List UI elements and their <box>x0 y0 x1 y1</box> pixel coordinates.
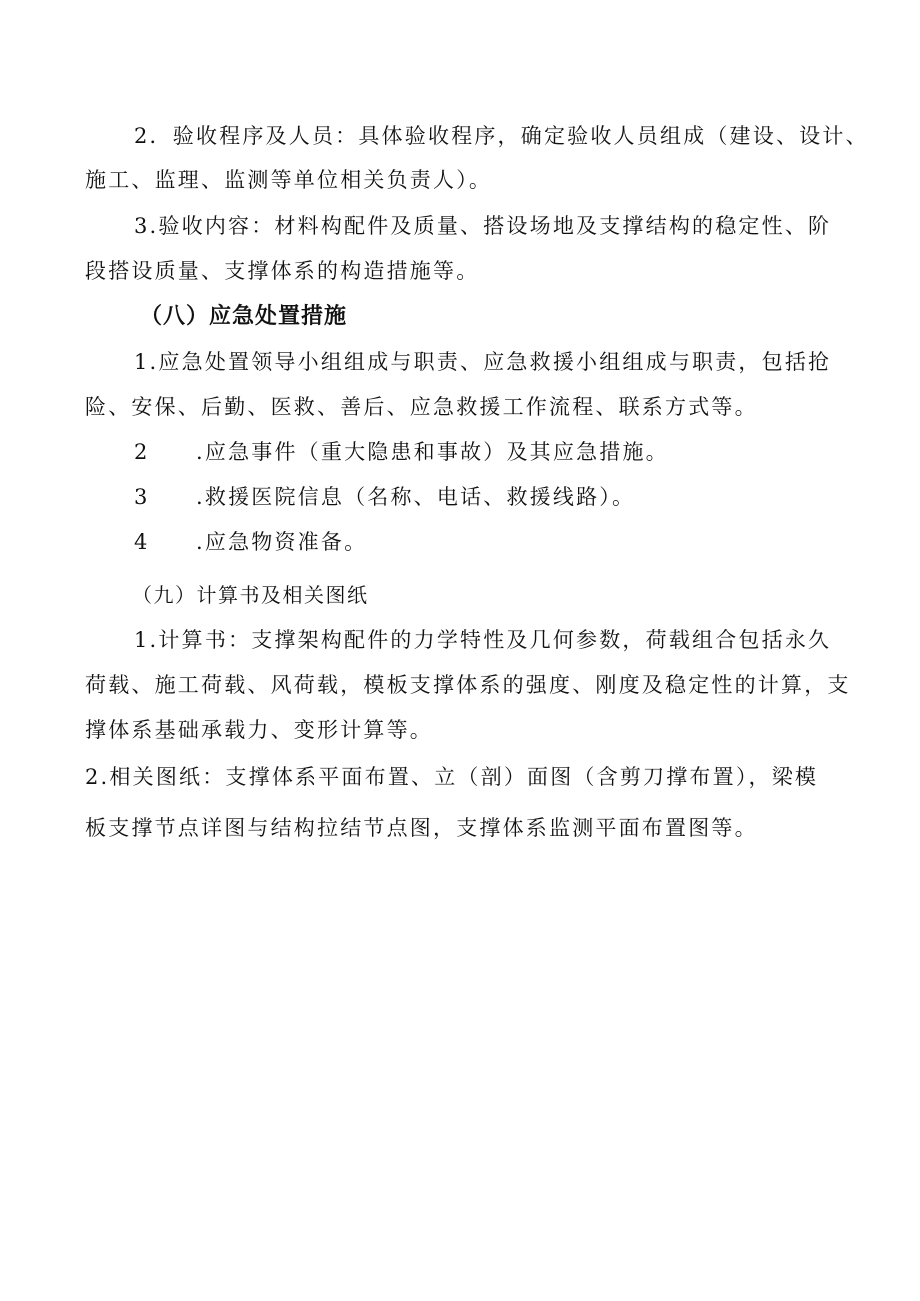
section-heading-calculation: （九）计算书及相关图纸 <box>132 583 369 607</box>
emergency-item-1-line-1: 1.应急处置领导小组组成与职责、应急救援小组组成与职责，包括抢 <box>134 350 832 374</box>
section-heading-emergency: （八）应急处置措施 <box>140 304 348 329</box>
acceptance-item-2-line-1: 2．验收程序及人员：具体验收程序，确定验收人员组成（建设、设计、 <box>134 124 869 148</box>
emergency-item-3-number: 3 <box>134 485 150 509</box>
emergency-item-4-text: .应急物资准备。 <box>196 530 368 554</box>
emergency-item-2-number: 2 <box>134 440 150 464</box>
emergency-item-2 <box>134 437 669 467</box>
acceptance-item-2-line-2: 施工、监理、监测等单位相关负责人）。 <box>85 168 493 192</box>
calculation-item-2-line-1: 2.相关图纸：支撑体系平面布置、立（剖）面图（含剪刀撑布置），梁模 <box>85 765 819 789</box>
emergency-item-4-number: 4 <box>134 530 150 554</box>
emergency-item-3 <box>134 482 635 512</box>
acceptance-item-3-line-1: 3.验收内容：材料构配件及质量、搭设场地及支撑结构的稳定性、阶 <box>134 214 832 238</box>
calculation-item-1-line-1: 1.计算书：支撑架构配件的力学特性及几何参数，荷载组合包括永久 <box>134 628 832 652</box>
acceptance-item-3-line-2: 段搭设质量、支撑体系的构造措施等。 <box>85 259 480 283</box>
emergency-item-4 <box>134 527 367 557</box>
calculation-item-1-line-2: 荷载、施工荷载、风荷载，模板支撑体系的强度、刚度及稳定性的计算，支 <box>85 673 851 697</box>
calculation-item-2-line-2: 板支撑节点详图与结构拉结节点图，支撑体系监测平面布置图等。 <box>85 816 758 840</box>
emergency-item-2-text: .应急事件（重大隐患和事故）及其应急措施。 <box>196 440 669 464</box>
calculation-item-1-line-3: 撑体系基础承载力、变形计算等。 <box>85 718 433 742</box>
emergency-item-1-line-2: 险、安保、后勤、医救、善后、应急救援工作流程、联系方式等。 <box>85 395 758 419</box>
emergency-item-3-text: .救援医院信息（名称、电话、救援线路）。 <box>196 485 636 509</box>
